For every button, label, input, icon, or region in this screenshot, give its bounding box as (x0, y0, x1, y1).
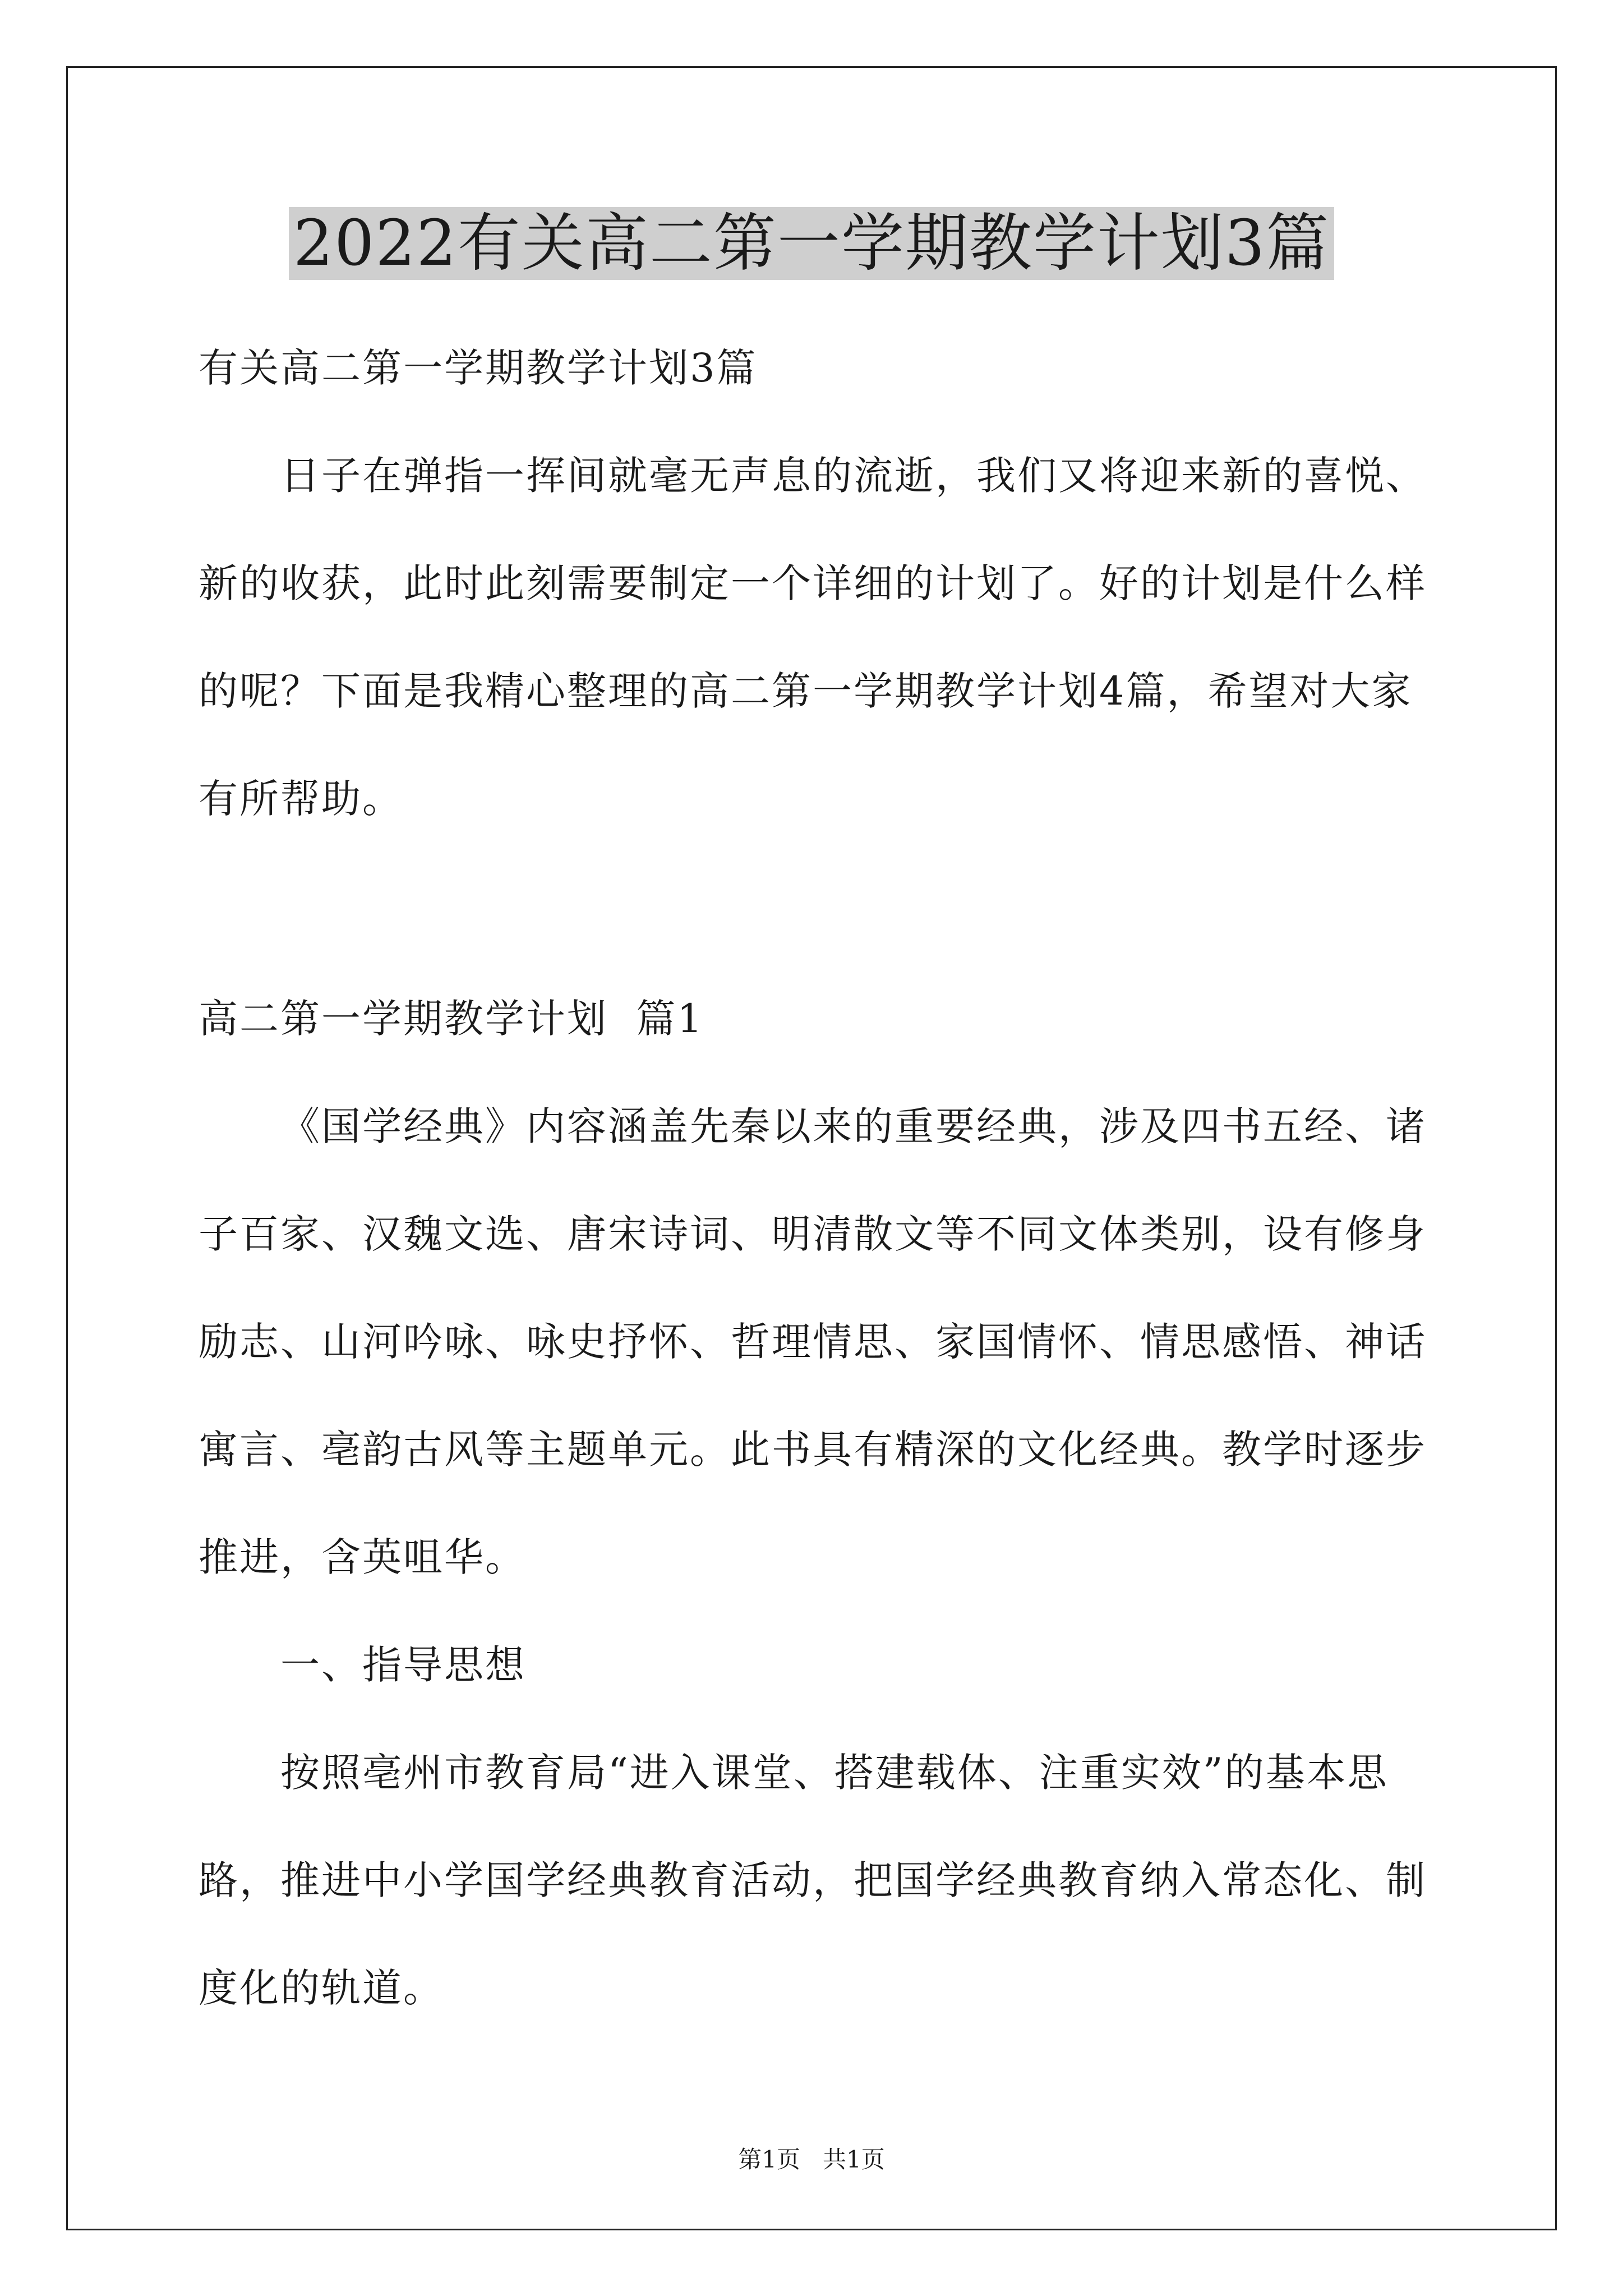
guiding-line-2: 路，推进中小学国学经典教育活动，把国学经典教育纳入常态化、制 (199, 1857, 1427, 1903)
section-line-2: 子百家、汉魏文选、唐宋诗词、明清散文等不同文体类别，设有修身 (199, 1211, 1427, 1257)
section-line-4: 寓言、亳韵古风等主题单元。此书具有精深的文化经典。教学时逐步 (199, 1427, 1427, 1473)
guiding-line-1: 按照亳州市教育局“进入课堂、搭建载体、注重实效”的基本思 (280, 1750, 1389, 1796)
section-line-3: 励志、山河吟咏、咏史抒怀、哲理情思、家国情怀、情思感悟、神话 (199, 1319, 1427, 1365)
document-subtitle: 有关高二第一学期教学计划3篇 (199, 345, 758, 391)
section-line-1: 《国学经典》内容涵盖先秦以来的重要经典，涉及四书五经、诸 (280, 1103, 1427, 1149)
page-footer (0, 2143, 1623, 2177)
subheading-guiding-ideas: 一、指导思想 (280, 1642, 526, 1688)
intro-line-4: 有所帮助。 (199, 776, 403, 822)
intro-line-1: 日子在弹指一挥间就毫无声息的流逝，我们又将迎来新的喜悦、 (280, 453, 1427, 499)
page-total: 共1页 (823, 2146, 885, 2173)
guiding-line-3: 度化的轨道。 (199, 1965, 444, 2011)
intro-line-2: 新的收获，此时此刻需要制定一个详细的计划了。好的计划是什么样 (199, 560, 1427, 606)
section-heading: 高二第一学期教学计划 篇1 (199, 996, 704, 1042)
intro-line-3: 的呢？下面是我精心整理的高二第一学期教学计划4篇，希望对大家 (199, 668, 1413, 714)
section-line-5: 推进，含英咀华。 (199, 1534, 526, 1580)
document-title-text: 2022有关高二第一学期教学计划3篇 (289, 207, 1334, 280)
document-title (0, 199, 1623, 288)
page-number: 第1页 (738, 2146, 800, 2173)
